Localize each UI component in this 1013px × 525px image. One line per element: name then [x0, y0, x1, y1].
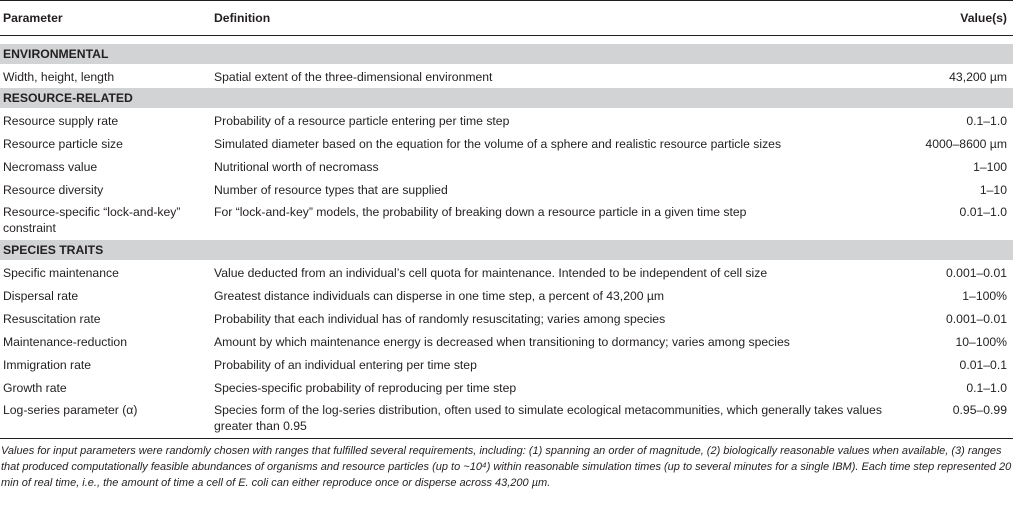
header-definition: Definition [214, 11, 271, 25]
cell-parameter: Width, height, length [3, 69, 115, 84]
spacer [0, 36, 1013, 45]
cell-parameter: Resuscitation rate [3, 311, 101, 326]
cell-value: 1–10 [979, 182, 1007, 197]
cell-value: 1–100 [973, 159, 1007, 174]
cell-parameter: Resource diversity [3, 182, 104, 197]
table-row [0, 132, 1013, 155]
table-row [0, 65, 1013, 89]
cell-definition: Species form of the log-series distribution, often used to simulate ecological metacommunities, which generally takes values greater than 0.95 [211, 399, 914, 439]
cell-value: 0.001–0.01 [946, 265, 1007, 280]
cell-parameter: Necromass value [3, 159, 98, 174]
cell-definition: Species-specific probability of reproducing per time step [214, 380, 517, 395]
cell-parameter: Log-series parameter (α) [0, 399, 211, 439]
cell-definition: Probability of an individual entering per time step [214, 357, 477, 372]
cell-value: 0.95–0.99 [914, 399, 1013, 439]
cell-value: 10–100% [955, 334, 1007, 349]
table-row [0, 261, 1013, 285]
cell-parameter: Dispersal rate [3, 288, 79, 303]
cell-definition: Amount by which maintenance energy is decreased when transitioning to dormancy; varies among species [214, 334, 790, 349]
cell-parameter: Immigration rate [3, 357, 92, 372]
cell-parameter: Growth rate [3, 380, 67, 395]
section-title: SPECIES TRAITS [0, 240, 1013, 261]
cell-definition: Probability of a resource particle entering per time step [214, 113, 510, 128]
cell-value: 0.1–1.0 [966, 113, 1007, 128]
cell-parameter: Resource supply rate [3, 113, 119, 128]
table-row [0, 376, 1013, 399]
header-parameter: Parameter [3, 11, 63, 25]
table-row [0, 353, 1013, 376]
table-row [0, 109, 1013, 133]
cell-value: 0.01–0.1 [959, 357, 1007, 372]
cell-definition: Number of resource types that are supplied [214, 182, 448, 197]
cell-parameter: Specific maintenance [3, 265, 119, 280]
cell-definition: Probability that each individual has of randomly resuscitating; varies among species [214, 311, 666, 326]
section-title: ENVIRONMENTAL [0, 44, 1013, 65]
cell-parameter: Resource particle size [3, 136, 123, 151]
cell-definition: Spatial extent of the three-dimensional environment [214, 69, 493, 84]
table-row [0, 330, 1013, 353]
table-row [0, 201, 1013, 240]
cell-value: 4000–8600 µm [925, 136, 1007, 151]
cell-value: 0.1–1.0 [966, 380, 1007, 395]
cell-value: 0.001–0.01 [946, 311, 1007, 326]
section-title: RESOURCE-RELATED [0, 88, 1013, 109]
table-row [0, 307, 1013, 330]
cell-value: 43,200 µm [949, 69, 1007, 84]
table-row [0, 399, 1013, 439]
table-row [0, 178, 1013, 201]
cell-value: 1–100% [962, 288, 1007, 303]
cell-parameter: Maintenance-reduction [3, 334, 127, 349]
table-row [0, 155, 1013, 178]
section-header-species-traits [0, 240, 1013, 261]
table-row [0, 284, 1013, 307]
header-values: Value(s) [960, 11, 1007, 25]
cell-definition: Nutritional worth of necromass [214, 159, 379, 174]
cell-value: 0.01–1.0 [959, 205, 1007, 219]
table-header-row [0, 1, 1013, 36]
table-footnote: Values for input parameters were randomly chosen with ranges that fulfilled several requirements, including: (1) spanning an order of magnitude, (2) biologically reasonable values when available, (3) ranges that produced computationally feasible abundances of organisms and resource particles (up to ~10⁴) within reasonable simulation times (up to several minutes for a single IBM). Each time step represented 20 min of real time, i.e., the amount of time a cell of E. coli can either reproduce once or disperse across 43,200 µm. [1, 445, 1012, 489]
cell-definition: Value deducted from an individual’s cell quota for maintenance. Intended to be independent of cell size [214, 265, 768, 280]
section-header-resource-related [0, 88, 1013, 109]
cell-definition: Greatest distance individuals can disperse in one time step, a percent of 43,200 µm [214, 288, 665, 303]
section-header-environmental [0, 44, 1013, 65]
cell-parameter: Resource-specific “lock-and-key” constraint [3, 205, 181, 235]
cell-definition: For “lock-and-key” models, the probability of breaking down a resource particle in a given time step [214, 205, 747, 219]
cell-definition: Simulated diameter based on the equation for the volume of a sphere and realistic resource particle sizes [214, 136, 782, 151]
